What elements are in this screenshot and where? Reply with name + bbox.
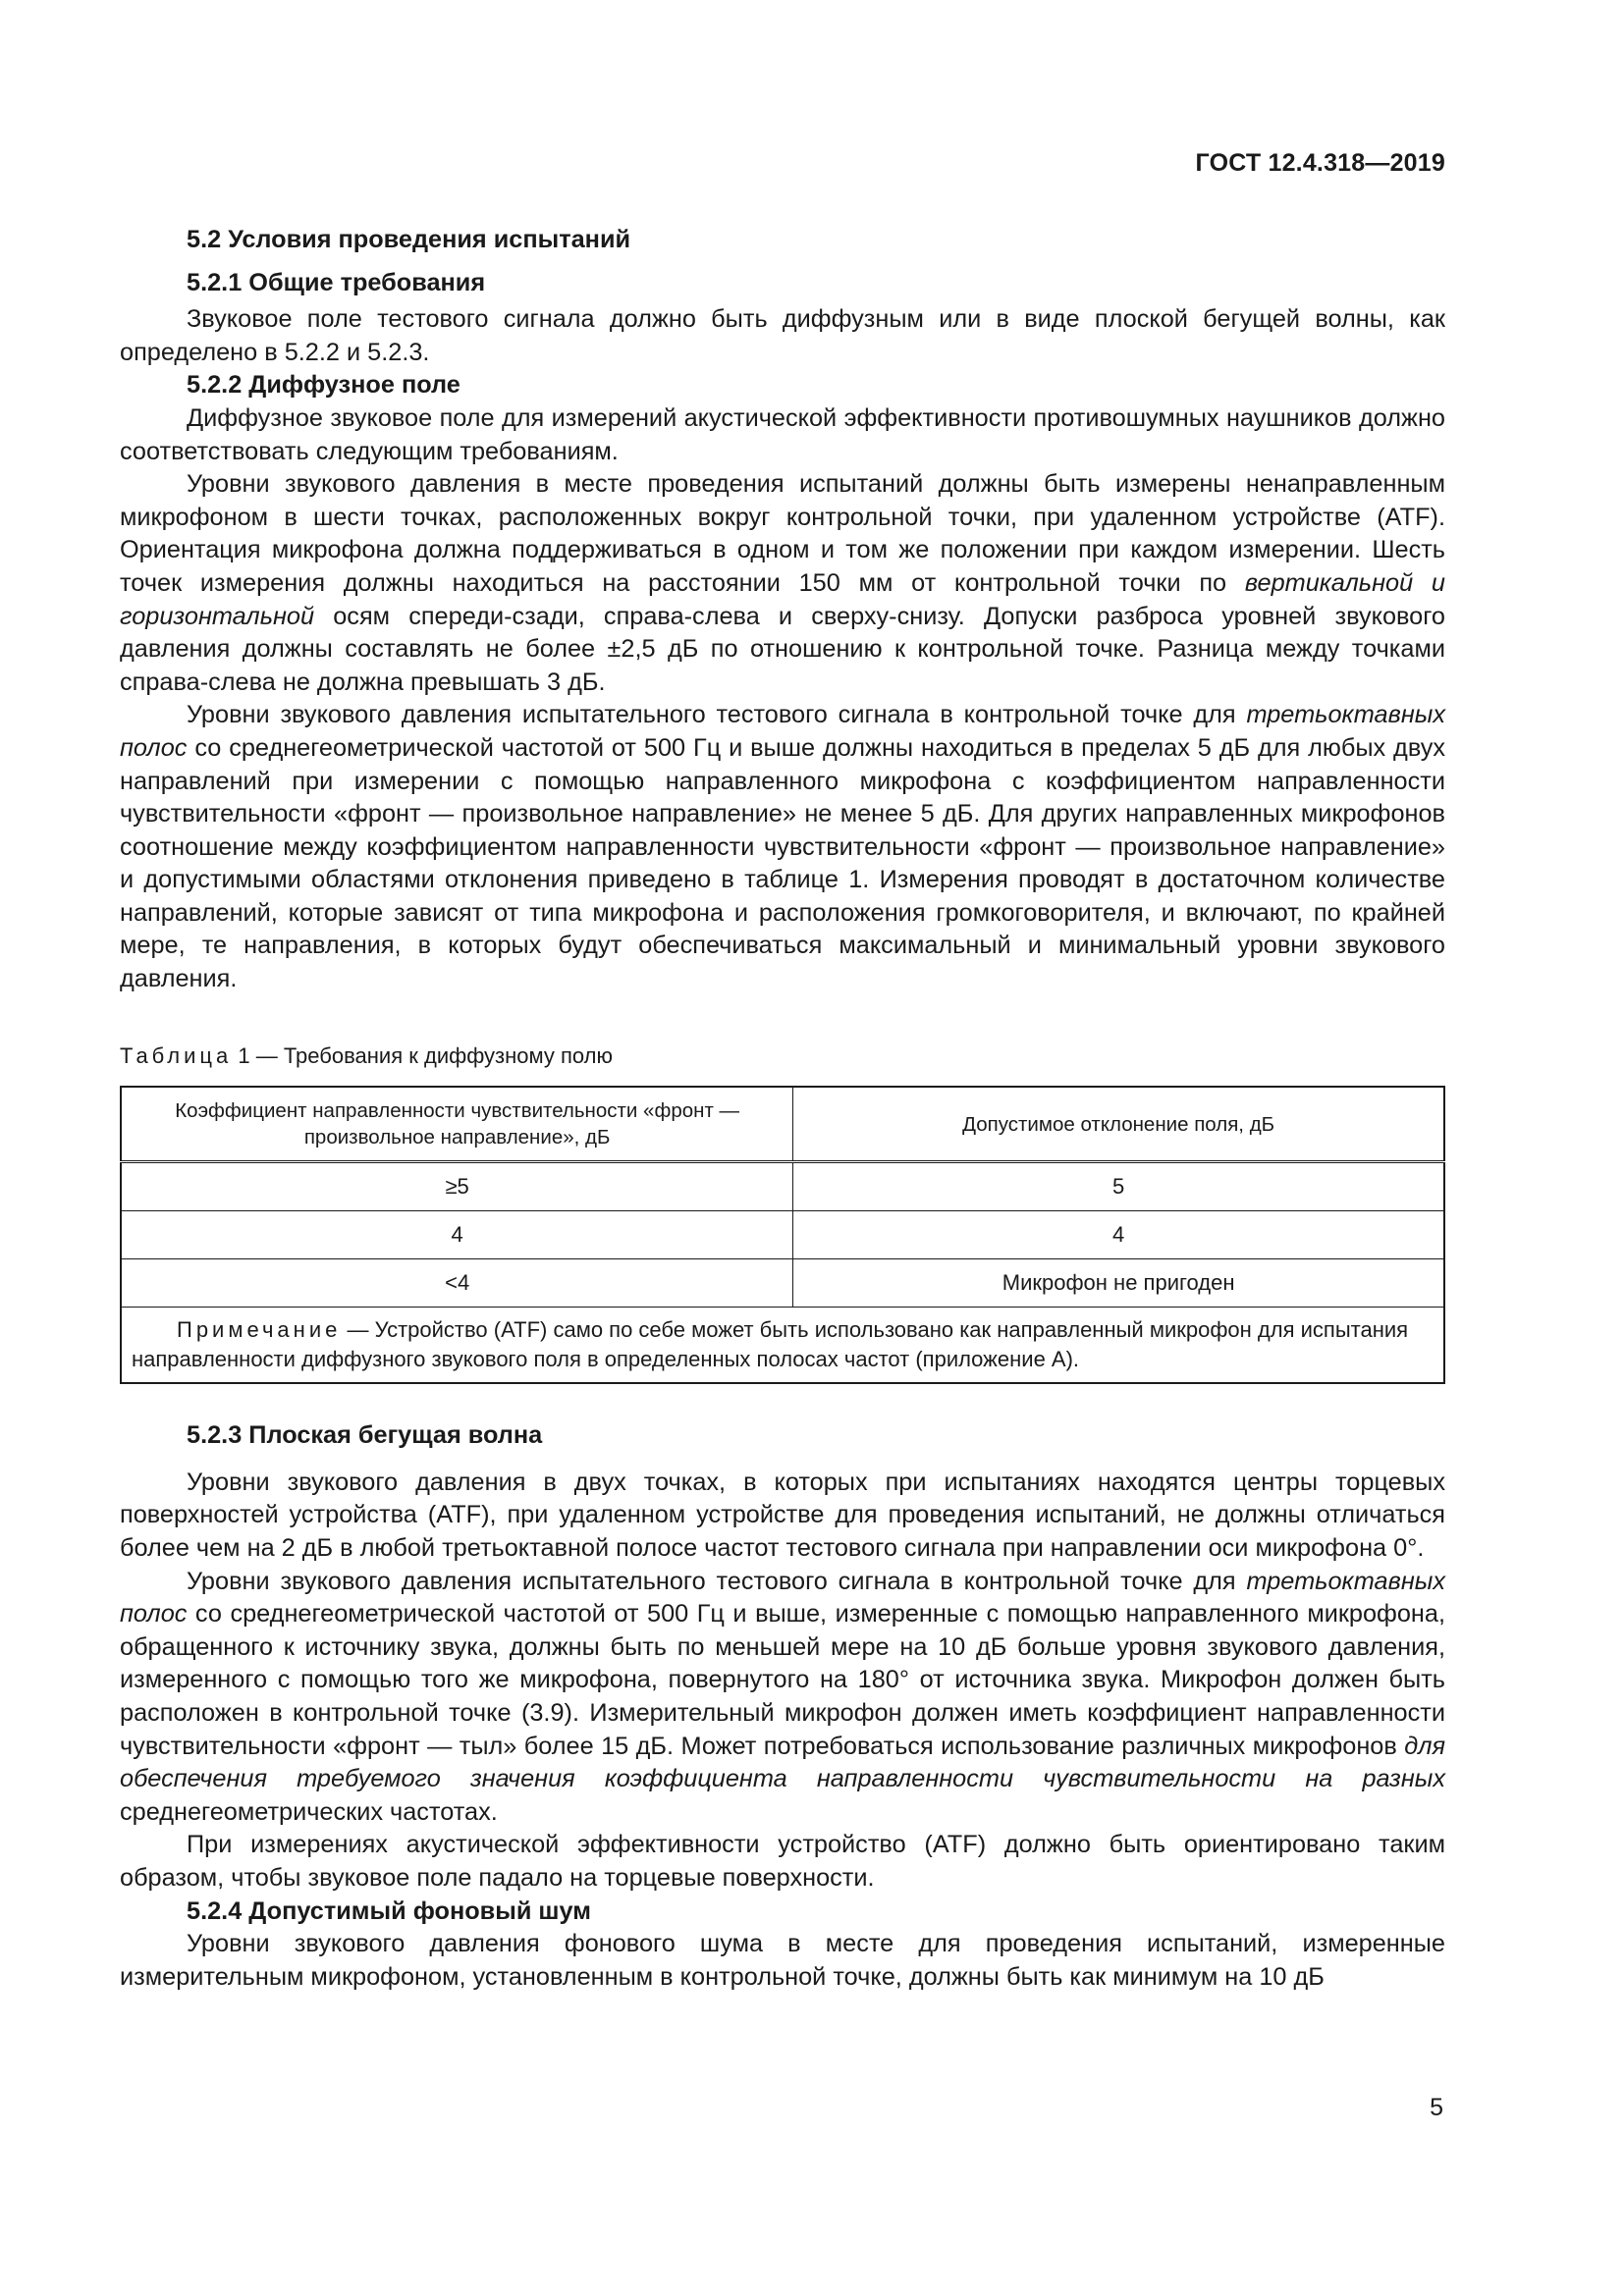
- section-5-2-2-paragraph-2: [120, 468, 1445, 699]
- table-cell-deviation: 4: [793, 1211, 1444, 1259]
- table-cell-deviation: 5: [793, 1162, 1444, 1211]
- table-header-deviation: Допустимое отклонение поля, дБ: [793, 1087, 1444, 1162]
- page-number: 5: [1430, 2094, 1443, 2121]
- table-note-row: [121, 1308, 1444, 1384]
- text-run: Уровни звукового давления испытательного тестового сигнала в контрольной точке для: [187, 1567, 1247, 1595]
- section-5-2-2-paragraph-3: [120, 699, 1445, 995]
- table-note-text: — Устройство (ATF) само по себе может быть использовано как направленный микрофон для испытания направленности диффузного звукового поля в определенных полосах частот (приложение А).: [132, 1317, 1409, 1372]
- text-run: осям спереди-сзади, справа-слева и сверху-снизу. Допуски разброса уровней звукового давления должны составлять не более ±2,5 дБ по отношению к контрольной точке. Разница между точками справа-слева не должна превышать 3 дБ.: [120, 602, 1445, 696]
- section-5-2-1-heading: 5.2.1 Общие требования: [187, 268, 486, 296]
- table-header-row: [121, 1087, 1444, 1162]
- section-5-2-4-paragraph-1: Уровни звукового давления фонового шума в месте для проведения испытаний, измеренные измерительным микрофоном, установленным в контрольной точке, должны быть как минимум на 10 дБ: [120, 1930, 1445, 1991]
- section-5-2-2-heading: 5.2.2 Диффузное поле: [187, 371, 460, 400]
- section-5-2-heading: 5.2 Условия проведения испытаний: [187, 226, 631, 253]
- table-cell-deviation: Микрофон не пригоден: [793, 1259, 1444, 1308]
- italic-run: вертикальной и горизонтальной: [120, 568, 1445, 630]
- table-header-directivity: Коэффициент направленности чувствительности «фронт — произвольное направление», дБ: [121, 1087, 793, 1162]
- table-caption-label: Таблица: [120, 1042, 233, 1068]
- text-run: со среднегеометрической частотой от 500 Гц и выше, измеренные с помощью направленного микрофона, обращенного к источнику звука, должны быть по меньшей мере на 10 дБ больше уровня звукового давления, измеренного с помощью того же микрофона, повернутого на 180° от источника звука. Микрофон должен быть расположен в контрольной точке (3.9). Измерительный микрофон должен иметь коэффициент направленности чувствительности «фронт — тыл» более 15 дБ. Может потребоваться использование различных микрофонов: [120, 1600, 1445, 1760]
- text-run: со среднегеометрической частотой от 500 Гц и выше должны находиться в пределах 5 дБ для любых двух направлений при измерении с помощью направленного микрофона с коэффициентом направленности чувствительности «фронт — произвольное направление» не менее 5 дБ. Для других направленных микрофонов соотношение между коэффициентом направленности чувствительности «фронт — произвольное направление» и допустимыми областями отклонения приведено в таблице 1. Измерения проводят в достаточном количестве направлений, которые зависят от типа микрофона и расположения громкоговорителя, и включают, по крайней мере, те направления, в которых будут обеспечиваться максимальный и минимальный уровни звукового давления.: [120, 733, 1445, 993]
- italic-run: для обеспечения требуемого значения коэффициента направленности чувствительности на разных: [120, 1732, 1445, 1793]
- table-row: [121, 1162, 1444, 1211]
- document-id: ГОСТ 12.4.318—2019: [1195, 149, 1445, 177]
- table-cell-directivity: ≥5: [121, 1162, 793, 1211]
- text-run: среднегеометрических частотах.: [120, 1797, 498, 1826]
- section-5-2-3-paragraph-2: [120, 1566, 1445, 1830]
- section-5-2-3-paragraph-1: Уровни звукового давления в двух точках, в которых при испытаниях находятся центры торцевых поверхностей устройства (ATF), при удаленном устройстве для проведения испытаний, не должны отличаться более чем на 2 дБ в любой третьоктавной полосе частот тестового сигнала при направлении оси микрофона 0°.: [120, 1468, 1445, 1563]
- text-run: Уровни звукового давления в месте проведения испытаний должны быть измерены ненаправленным микрофоном в шести точках, расположенных вокруг контрольной точки, при удаленном устройстве (ATF). Ориентация микрофона должна поддерживаться в одном и том же положении при каждом измерении. Шесть точек измерения должны находиться на расстоянии 150 мм от контрольной точки по: [120, 470, 1445, 597]
- table-caption-text: 1 — Требования к диффузному полю: [232, 1042, 614, 1068]
- section-5-2-2-paragraph-1: Диффузное звуковое поле для измерений акустической эффективности противошумных наушников должно соответствовать следующим требованиям.: [120, 403, 1445, 465]
- table-row: [121, 1211, 1444, 1259]
- table-1-caption: [120, 1040, 1445, 1073]
- section-5-2-4-heading: 5.2.4 Допустимый фоновый шум: [187, 1896, 591, 1925]
- section-5-2-3-heading: 5.2.3 Плоская бегущая волна: [187, 1421, 543, 1450]
- table-cell-directivity: 4: [121, 1211, 793, 1259]
- table-row: [121, 1259, 1444, 1308]
- text-run: Уровни звукового давления испытательного тестового сигнала в контрольной точке для: [187, 701, 1247, 729]
- italic-run: третьоктавных полос: [120, 1567, 1445, 1629]
- table-note-label: Примечание: [177, 1317, 342, 1343]
- table-note: [121, 1308, 1444, 1384]
- section-5-2-3-paragraph-3: При измерениях акустической эффективности устройство (ATF) должно быть ориентировано таким образом, чтобы звуковое поле падало на торцевые поверхности.: [120, 1831, 1445, 1892]
- italic-run: третьоктавных полос: [120, 701, 1445, 762]
- table-1: [120, 1086, 1445, 1384]
- section-5-2-1-paragraph-1: Звуковое поле тестового сигнала должно быть диффузным или в виде плоской бегущей волны, как определено в 5.2.2 и 5.2.3.: [120, 305, 1445, 366]
- page-content: [120, 224, 1445, 1994]
- table-cell-directivity: <4: [121, 1259, 793, 1308]
